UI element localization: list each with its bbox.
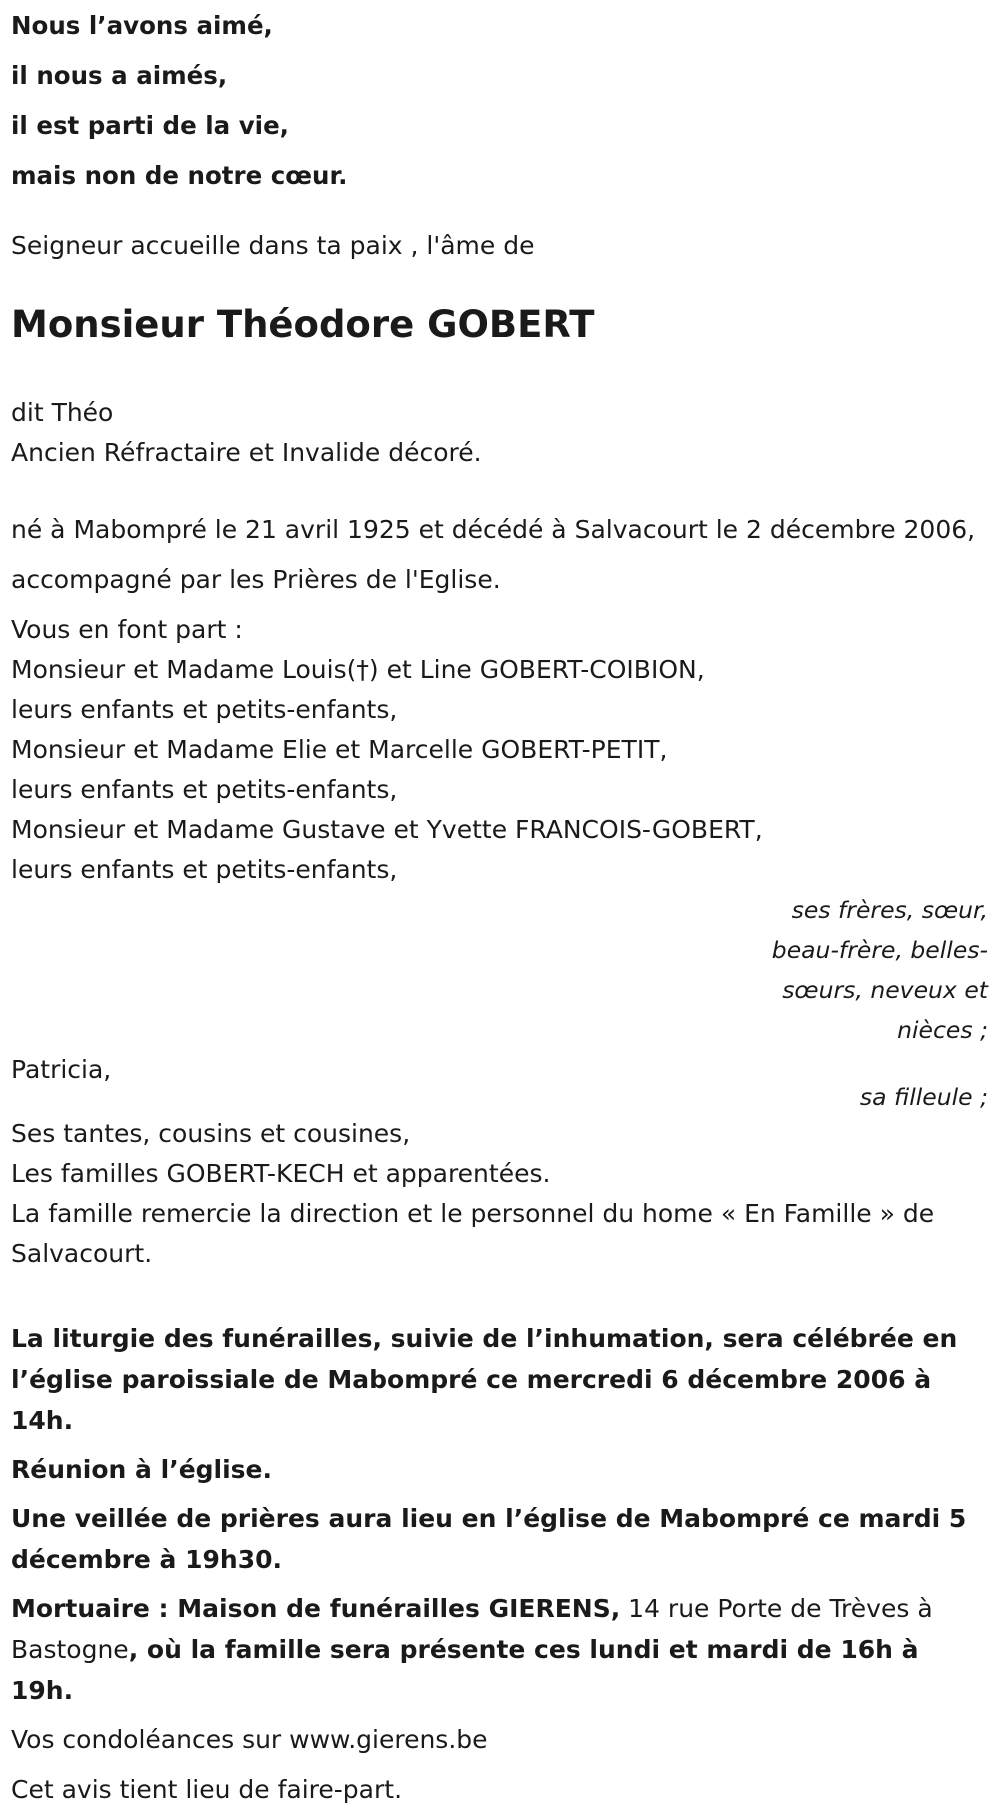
goddaughter-block [11, 1050, 989, 1114]
nickname: dit Théo [11, 398, 114, 427]
goddaughter-role: sa filleule ; [859, 1083, 988, 1111]
mortuary-address: 14 rue Porte de Trèves à Bastogne [11, 1594, 933, 1664]
family-line: Monsieur et Madame Louis(†) et Line GOBERT-COIBION, [11, 655, 705, 684]
other-relatives [11, 1114, 989, 1274]
family-line: Monsieur et Madame Elie et Marcelle GOBERT-PETIT, [11, 735, 668, 764]
family-line: leurs enfants et petits-enfants, [11, 855, 398, 884]
relatives-line: Ses tantes, cousins et cousines, [11, 1119, 411, 1148]
deceased-title: Ancien Réfractaire et Invalide décoré. [11, 438, 482, 467]
siblings-role-line: sœurs, neveux et [782, 976, 988, 1004]
family-line: Monsieur et Madame Gustave et Yvette FRANCOIS-GOBERT, [11, 815, 763, 844]
poem-line: mais non de notre cœur. [11, 161, 348, 190]
goddaughter-name: Patricia, [11, 1055, 112, 1084]
deceased-details [11, 393, 989, 473]
announcers-intro: Vous en font part : [11, 615, 243, 644]
mortuary-info [11, 1588, 989, 1711]
meeting-info: Réunion à l’église. [11, 1455, 273, 1484]
deceased-name: Monsieur Théodore GOBERT [11, 303, 595, 346]
vigil-info: Une veillée de prières aura lieu en l’église de Mabompré ce mardi 5 décembre à 19h30. [11, 1504, 967, 1574]
announcers [11, 610, 989, 890]
family-line: leurs enfants et petits-enfants, [11, 775, 398, 804]
condolences-text: Vos condoléances sur www.gierens.be [11, 1725, 488, 1754]
siblings-role-line: ses frères, sœur, [791, 896, 988, 924]
liturgy-info: La liturgie des funérailles, suivie de l’inhumation, sera célébrée en l’église paroissiale de Mabompré ce mercredi 6 décembre 2006 à 14h. [11, 1324, 958, 1435]
thanks-line: La famille remercie la direction et le personnel du home « En Famille » de Salvacourt. [11, 1199, 935, 1268]
siblings-role-line: nièces ; [897, 1016, 988, 1044]
siblings-role-line: beau-frère, belles- [771, 936, 988, 964]
closing-text: Cet avis tient lieu de faire-part. [11, 1775, 403, 1804]
poem-line: il est parti de la vie, [11, 111, 289, 140]
intro-text: Seigneur accueille dans ta paix , l'âme de [11, 231, 535, 260]
birth-death-text: né à Mabompré le 21 avril 1925 et décédé à Salvacourt le 2 décembre 2006, [11, 515, 976, 544]
poem-line: il nous a aimés, [11, 61, 228, 90]
mortuary-presence: , où la famille sera présente ces lundi et mardi de 16h à 19h. [11, 1635, 919, 1705]
accompanied-text: accompagné par les Prières de l'Eglise. [11, 565, 501, 594]
poem-line: Nous l’avons aimé, [11, 11, 273, 40]
poem [11, 0, 989, 201]
siblings-role [763, 890, 988, 1050]
mortuary-label: Mortuaire : Maison de funérailles GIERENS, [11, 1594, 621, 1623]
relatives-line: Les familles GOBERT-KECH et apparentées. [11, 1159, 551, 1188]
family-line: leurs enfants et petits-enfants, [11, 695, 398, 724]
